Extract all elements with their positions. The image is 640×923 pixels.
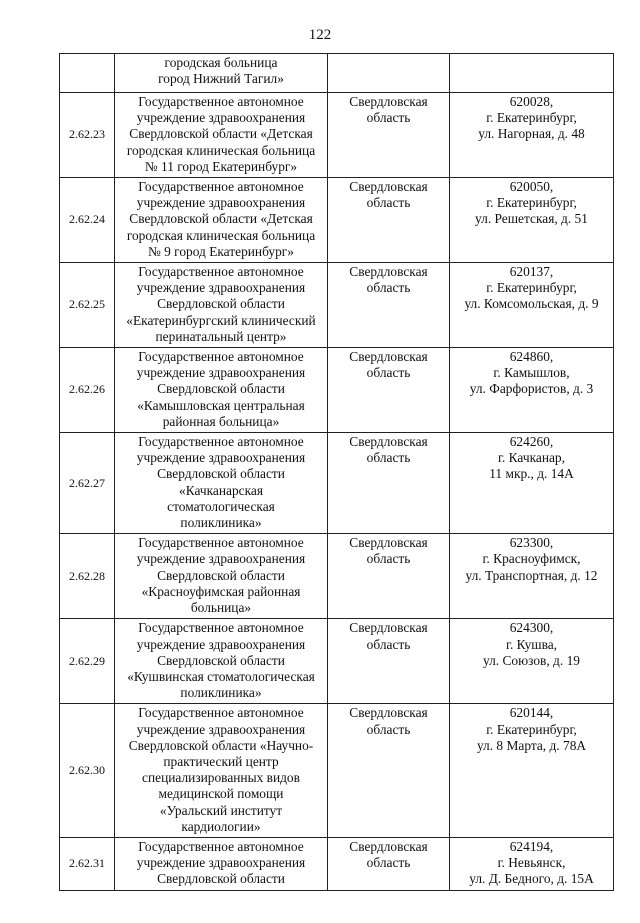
region-line: Свердловская [349, 264, 428, 280]
name-line: учреждение здравоохранения [136, 855, 306, 871]
region-cell [328, 178, 450, 263]
region-cell [328, 704, 450, 838]
name-line: Свердловской области «Детская [129, 126, 313, 142]
table-row [60, 348, 614, 433]
row-number-cell: 2.62.30 [60, 704, 115, 838]
name-line: Свердловской области [157, 296, 285, 312]
region-cell [328, 837, 450, 890]
institution-name-cell [115, 704, 328, 838]
name-line: город Нижний Тагил» [158, 71, 284, 87]
name-line: «Уральский институт [159, 802, 283, 818]
name-line: городская клиническая больница [126, 142, 316, 158]
name-line: поликлиника» [180, 685, 262, 701]
institution-name-cell [115, 837, 328, 890]
name-line: учреждение здравоохранения [136, 636, 306, 652]
page-number: 122 [308, 27, 332, 43]
row-number-cell: 2.62.24 [60, 178, 115, 263]
name-line: Государственное автономное [138, 620, 304, 636]
table-row [60, 263, 614, 348]
region-line: область [366, 551, 411, 567]
address-line: ул. Транспортная, д. 12 [465, 567, 598, 583]
region-line: область [366, 636, 411, 652]
registry-table [59, 53, 614, 891]
region-cell [328, 348, 450, 433]
name-line: Государственное автономное [138, 349, 304, 365]
institution-name-cell [115, 619, 328, 704]
table-row [60, 619, 614, 704]
region-line: область [366, 721, 411, 737]
name-line: Свердловской области [157, 381, 285, 397]
region-line: область [366, 110, 411, 126]
address-line: г. Екатеринбург, [486, 280, 577, 296]
region-line: Свердловская [349, 94, 428, 109]
row-number-cell: 2.62.25 [60, 263, 115, 348]
name-line: Государственное автономное [138, 535, 304, 551]
region-cell [328, 534, 450, 619]
institution-name-cell [115, 93, 328, 178]
row-number-cell: 2.62.28 [60, 534, 115, 619]
name-line: кардиологии» [181, 818, 261, 834]
address-cell [450, 54, 614, 93]
address-line: 624300, [509, 620, 554, 636]
name-line: Государственное автономное [138, 94, 304, 109]
region-line: область [366, 280, 411, 296]
address-cell [450, 178, 614, 263]
name-line: Государственное автономное [138, 434, 304, 450]
region-line: Свердловская [349, 705, 428, 721]
name-line: Свердловской области [157, 871, 285, 887]
address-cell [450, 837, 614, 890]
address-cell [450, 348, 614, 433]
address-cell [450, 263, 614, 348]
name-line: медицинской помощи [158, 786, 284, 802]
address-line: 11 мкр., д. 14А [489, 466, 574, 482]
name-line: № 9 город Екатеринбург» [148, 243, 294, 259]
name-line: Государственное автономное [138, 264, 304, 280]
region-cell [328, 263, 450, 348]
address-line: 624860, [509, 349, 554, 365]
name-line: учреждение здравоохранения [136, 195, 306, 211]
address-cell [450, 93, 614, 178]
region-cell [328, 54, 450, 93]
address-line: 620144, [509, 705, 554, 721]
address-cell [450, 534, 614, 619]
address-line: 623300, [509, 535, 554, 551]
region-line: Свердловская [349, 838, 428, 854]
address-line: г. Невьянск, [497, 855, 566, 871]
name-line: поликлиника» [180, 515, 262, 531]
table-row [60, 178, 614, 263]
name-line: Свердловской области [157, 466, 285, 482]
name-line: больница» [190, 600, 252, 616]
name-line: стоматологическая [167, 498, 275, 514]
address-line: ул. Нагорная, д. 48 [478, 126, 585, 142]
address-cell [450, 704, 614, 838]
name-line: перинатальный центр» [155, 328, 287, 344]
region-line: Свердловская [349, 434, 428, 450]
row-number-cell: 2.62.29 [60, 619, 115, 704]
institution-name-cell [115, 263, 328, 348]
name-line: «Кушвинская стоматологическая [127, 668, 315, 684]
name-line: № 11 город Екатеринбург» [144, 158, 298, 174]
address-line: г. Кушва, [505, 636, 558, 652]
name-line: практический центр [163, 753, 279, 769]
address-line: ул. Д. Бедного, д. 15А [469, 871, 594, 887]
name-line: учреждение здравоохранения [136, 450, 306, 466]
address-line: ул. Решетская, д. 51 [475, 211, 588, 227]
region-line: Свердловская [349, 179, 428, 195]
region-line: область [366, 450, 411, 466]
institution-name-cell [115, 54, 328, 93]
name-line: «Екатеринбургский клинический [126, 312, 316, 328]
address-line: г. Красноуфимск, [482, 551, 581, 567]
name-line: Свердловской области «Научно- [128, 737, 314, 753]
name-line: учреждение здравоохранения [136, 110, 306, 126]
row-number-cell [60, 54, 115, 93]
address-line: ул. Фарфористов, д. 3 [469, 381, 594, 397]
row-number-cell: 2.62.31 [60, 837, 115, 890]
region-line: область [366, 195, 411, 211]
address-line: г. Екатеринбург, [486, 110, 577, 126]
table-row [60, 837, 614, 890]
region-cell [328, 433, 450, 534]
name-line: «Качканарская [179, 482, 263, 498]
table-row [60, 433, 614, 534]
row-number-cell: 2.62.26 [60, 348, 115, 433]
region-line: область [366, 855, 411, 871]
address-line: 620137, [509, 264, 554, 280]
name-line: «Камышловская центральная [137, 397, 305, 413]
registry-table-body [60, 54, 614, 891]
name-line: «Красноуфимская районная [141, 583, 301, 599]
address-line: 624260, [509, 434, 554, 450]
address-line: г. Екатеринбург, [486, 195, 577, 211]
table-row [60, 534, 614, 619]
name-line: Свердловской области «Детская [129, 211, 313, 227]
name-line: Свердловской области [157, 567, 285, 583]
region-line: область [366, 365, 411, 381]
address-line: 624194, [509, 838, 554, 854]
address-line: г. Камышлов, [493, 365, 570, 381]
name-line: Государственное автономное [138, 705, 304, 721]
address-line: ул. Союзов, д. 19 [483, 652, 580, 668]
name-line: учреждение здравоохранения [136, 551, 306, 567]
name-line: Государственное автономное [138, 838, 304, 854]
institution-name-cell [115, 433, 328, 534]
table-row [60, 704, 614, 838]
institution-name-cell [115, 348, 328, 433]
name-line: Свердловской области [157, 652, 285, 668]
name-line: учреждение здравоохранения [136, 365, 306, 381]
name-line: городская больница [164, 55, 278, 70]
name-line: городская клиническая больница [126, 227, 316, 243]
address-cell [450, 619, 614, 704]
address-line: ул. Комсомольская, д. 9 [464, 296, 599, 312]
address-line: 620050, [509, 179, 554, 195]
institution-name-cell [115, 178, 328, 263]
address-line: г. Екатеринбург, [486, 721, 577, 737]
table-row [60, 93, 614, 178]
address-line: 620028, [509, 94, 554, 109]
address-line: г. Качканар, [498, 450, 565, 466]
region-cell [328, 93, 450, 178]
address-cell [450, 433, 614, 534]
region-line: Свердловская [349, 620, 428, 636]
table-row [60, 54, 614, 93]
row-number-cell: 2.62.27 [60, 433, 115, 534]
name-line: районная больница» [162, 413, 280, 429]
institution-name-cell [115, 534, 328, 619]
address-line: ул. 8 Марта, д. 78А [476, 737, 587, 753]
name-line: учреждение здравоохранения [136, 280, 306, 296]
name-line: специализированных видов [142, 770, 300, 786]
name-line: Государственное автономное [138, 179, 304, 195]
row-number-cell: 2.62.23 [60, 93, 115, 178]
region-line: Свердловская [349, 535, 428, 551]
region-cell [328, 619, 450, 704]
region-line: Свердловская [349, 349, 428, 365]
name-line: учреждение здравоохранения [136, 721, 306, 737]
